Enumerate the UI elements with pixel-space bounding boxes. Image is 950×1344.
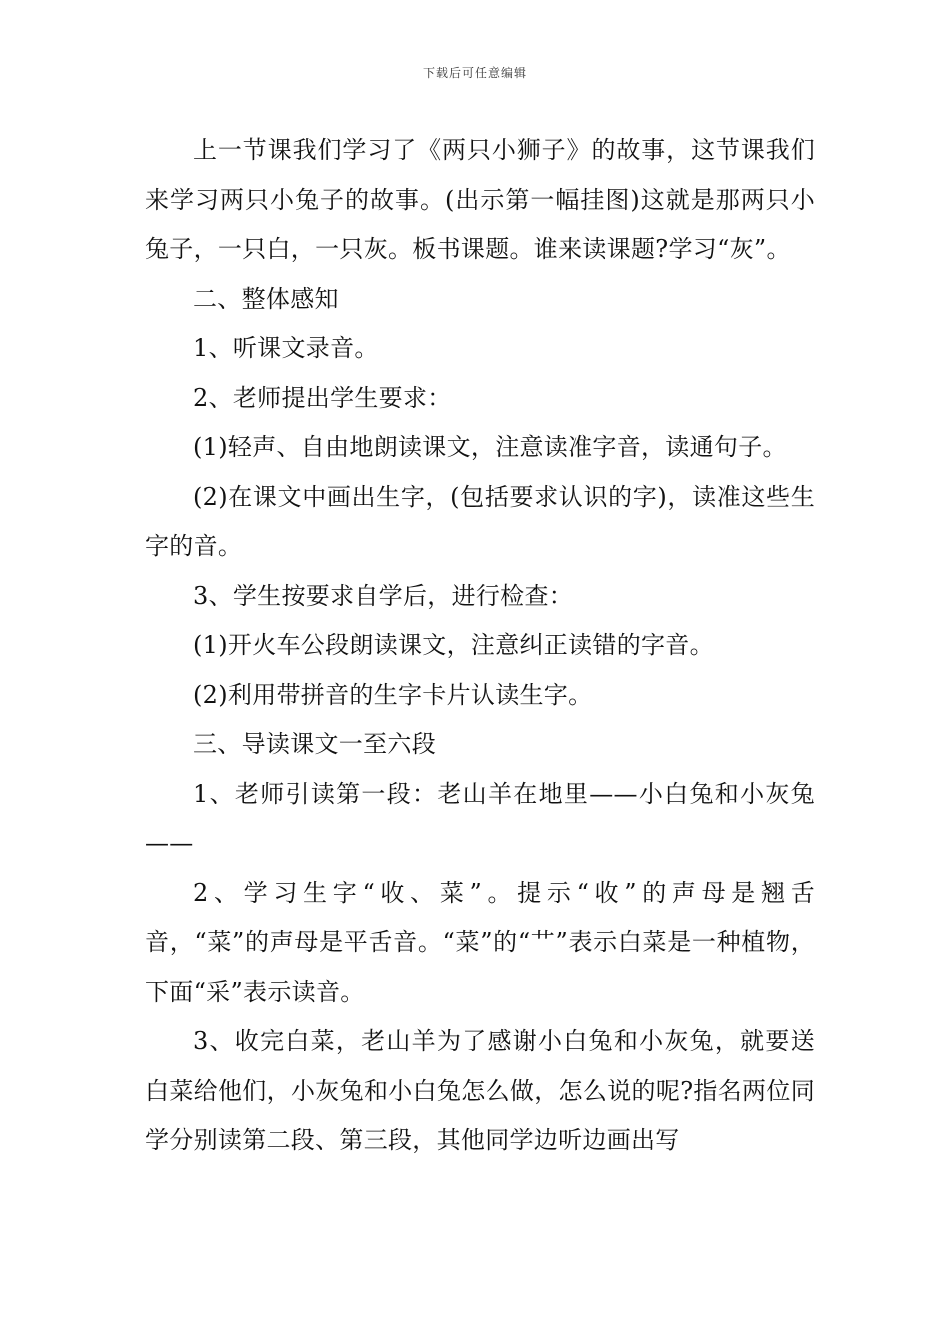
paragraph: 1、听课文录音。: [193, 334, 379, 362]
paragraph: 2、老师提出学生要求：: [193, 383, 452, 412]
paragraph: 3、收完白菜，老山羊为了感谢小白兔和小灰兔，就要送白菜给他们，小灰兔和小白兔怎么做，怎么说的呢?指名两位同学分别读第二段、第三段，其他同学边听边画出写: [145, 1027, 815, 1154]
paragraph: 2、学习生字“收、菜”。提示“收”的声母是翘舌音，“菜”的声母是平舌音。“菜”的“艹”表示白菜是一种植物，下面“采”表示读音。: [145, 878, 815, 1006]
paragraph: (2)利用带拼音的生字卡片认读生字。: [193, 680, 593, 709]
paragraph-intro: 上一节课我们学习了《两只小狮子》的故事，这节课我们来学习两只小兔子的故事。(出示第一幅挂图)这就是那两只小兔子，一只白，一只灰。板书课题。谁来读课题?学习“灰”。: [145, 136, 815, 263]
paragraph: 1、老师引读第一段：老山羊在地里——小白兔和小灰兔——: [145, 779, 815, 857]
document-body: [145, 126, 815, 1166]
paragraph: (1)轻声、自由地朗读课文，注意读准字音，读通句子。: [193, 433, 787, 461]
paragraph: (1)开火车公段朗读课文，注意纠正读错的字音。: [193, 631, 714, 659]
paragraph: 3、学生按要求自学后，进行检查：: [193, 581, 574, 610]
section-heading-3: 三、导读课文一至六段: [193, 730, 436, 758]
paragraph: (2)在课文中画出生字，(包括要求认识的字)，读准这些生字的音。: [145, 482, 815, 560]
header-note: 下载后可任意编辑: [422, 66, 527, 80]
section-heading-2: 二、整体感知: [193, 284, 339, 313]
